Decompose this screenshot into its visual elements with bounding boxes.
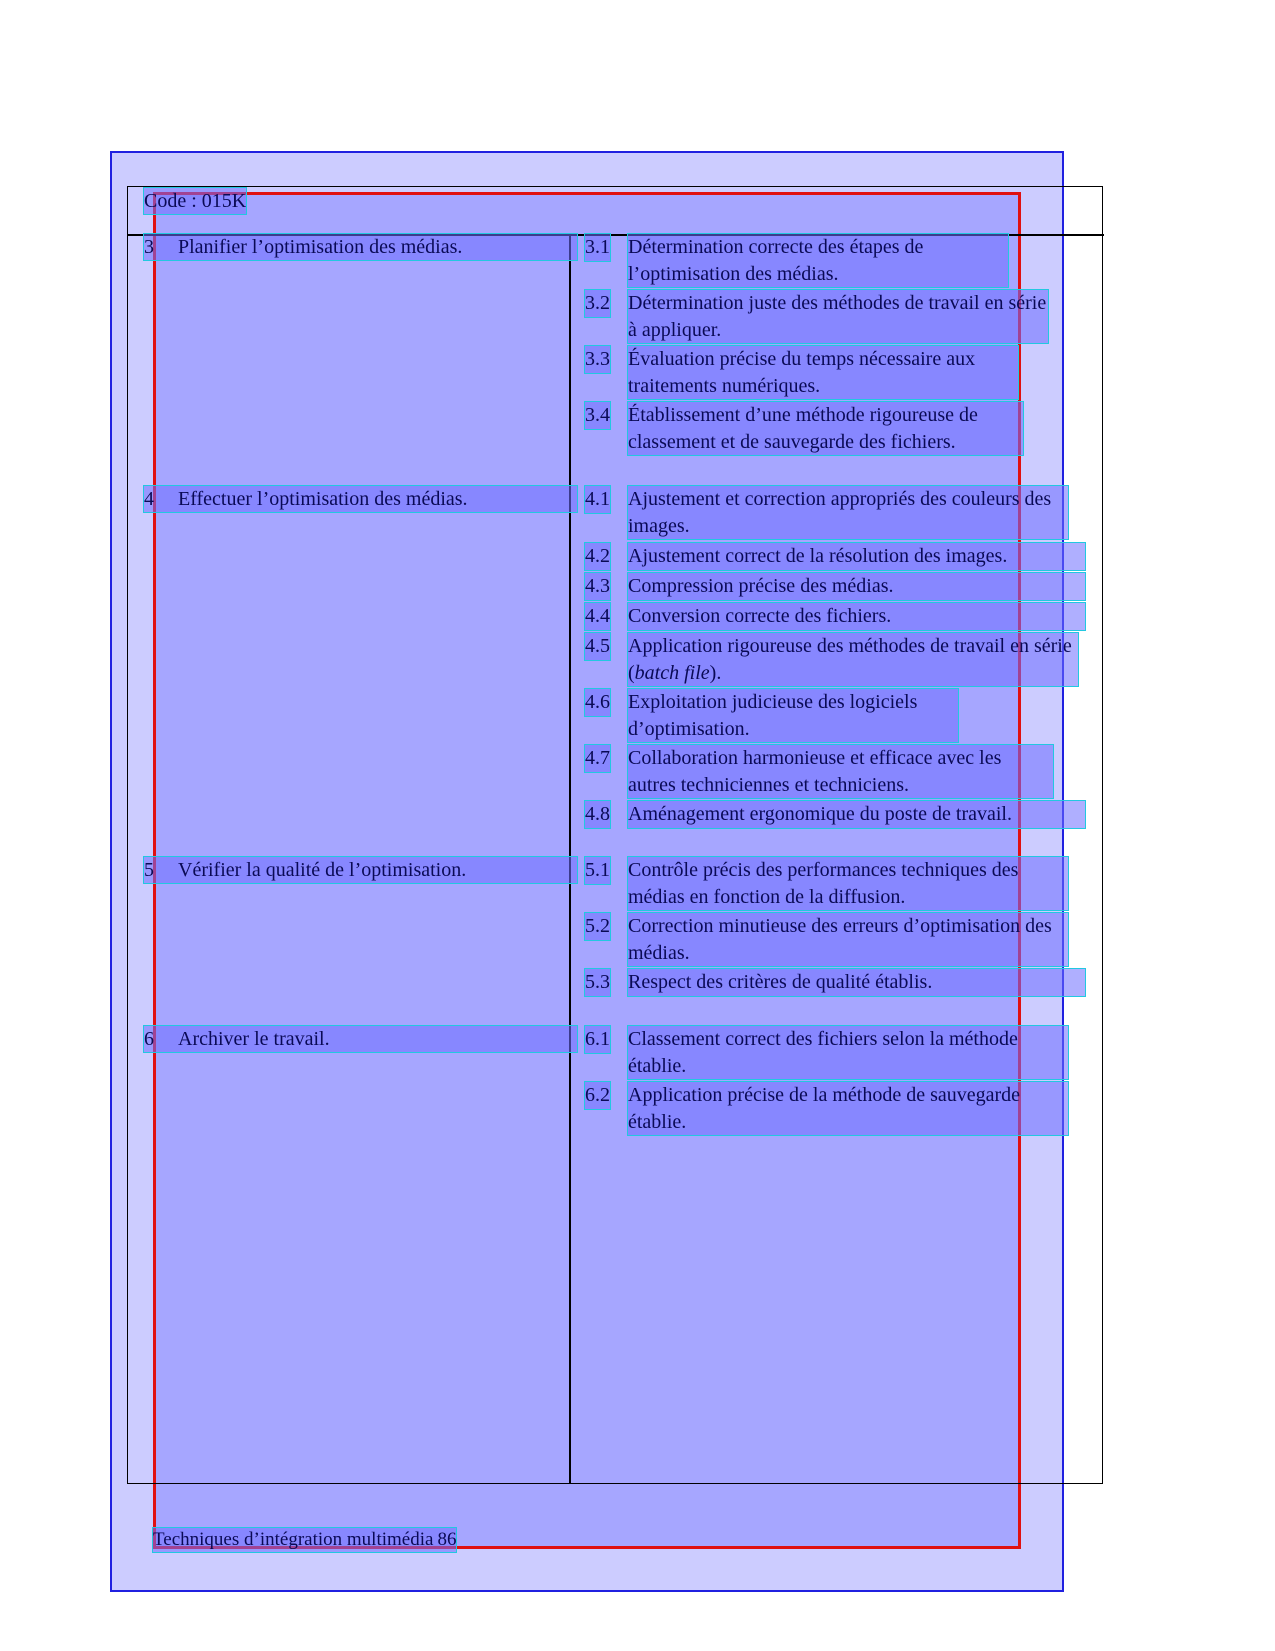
criterion-5-3	[585, 969, 1085, 996]
criterion-text: Ajustement correct de la résolution des images.	[628, 543, 1085, 570]
page-number: 86	[437, 1529, 457, 1550]
criterion-4-5	[585, 633, 1085, 686]
criterion-text: Établissement d’une méthode rigoureuse de classement et de sauvegarde des fichiers.	[628, 402, 1023, 455]
criterion-text: Compression précise des médias.	[628, 573, 1085, 600]
criterion-6-2	[585, 1082, 1085, 1135]
criterion-text: Contrôle précis des performances techniques des médias en fonction de la diffusion.	[628, 857, 1068, 910]
competency-number: 5	[144, 859, 154, 881]
criterion-text: Collaboration harmonieuse et efficace avec les autres techniciennes et techniciens.	[628, 745, 1053, 798]
competency-number: 6	[144, 1028, 154, 1050]
criterion-4-8	[585, 801, 1085, 828]
criterion-text: Respect des critères de qualité établis.	[628, 969, 1085, 996]
competency-4	[144, 486, 577, 512]
criterion-number: 4.5	[585, 633, 610, 660]
criterion-number: 3.3	[585, 346, 610, 373]
criterion-number: 4.3	[585, 573, 610, 600]
criterion-text: Ajustement et correction appropriés des couleurs des images.	[628, 486, 1068, 539]
criterion-3-2	[585, 290, 1085, 343]
criterion-number: 4.7	[585, 745, 610, 772]
criterion-5-2	[585, 913, 1085, 966]
criterion-number: 3.4	[585, 402, 610, 429]
criterion-number: 4.2	[585, 543, 610, 570]
criterion-text: Exploitation judicieuse des logiciels d’optimisation.	[628, 689, 958, 742]
criterion-4-4	[585, 603, 1085, 630]
criterion-number: 4.4	[585, 603, 610, 630]
criterion-text: Conversion correcte des fichiers.	[628, 603, 1085, 630]
code-label: Code : 015K	[144, 190, 247, 212]
competency-label: Archiver le travail.	[178, 1028, 330, 1050]
criterion-number: 6.2	[585, 1082, 610, 1109]
criterion-number: 5.1	[585, 857, 610, 884]
criterion-5-1	[585, 857, 1085, 910]
criterion-3-4	[585, 402, 1085, 455]
competency-label: Effectuer l’optimisation des médias.	[178, 488, 468, 510]
page-footer	[153, 1528, 456, 1552]
criterion-6-1	[585, 1026, 1085, 1079]
criterion-4-6	[585, 689, 1085, 742]
criterion-number: 5.3	[585, 969, 610, 996]
competency-3	[144, 234, 577, 260]
criterion-number: 4.8	[585, 801, 610, 828]
criterion-text: Classement correct des fichiers selon la méthode établie.	[628, 1026, 1068, 1079]
criterion-text: Détermination correcte des étapes de l’optimisation des médias.	[628, 234, 1008, 287]
criterion-text: Détermination juste des méthodes de travail en série à appliquer.	[628, 290, 1048, 343]
competency-number: 4	[144, 488, 154, 510]
competency-5	[144, 857, 577, 883]
criterion-number: 4.1	[585, 486, 610, 513]
criterion-text: Correction minutieuse des erreurs d’optimisation des médias.	[628, 913, 1068, 966]
criterion-number: 3.2	[585, 290, 610, 317]
criterion-4-2	[585, 543, 1085, 570]
criterion-4-7	[585, 745, 1085, 798]
criterion-number: 6.1	[585, 1026, 610, 1053]
criterion-text: Évaluation précise du temps nécessaire aux traitements numériques.	[628, 346, 1018, 399]
criterion-number: 4.6	[585, 689, 610, 716]
competency-6	[144, 1026, 577, 1052]
competency-label: Vérifier la qualité de l’optimisation.	[178, 859, 467, 881]
criterion-text: Application précise de la méthode de sauvegarde établie.	[628, 1082, 1068, 1135]
criterion-4-1	[585, 486, 1085, 539]
criterion-text: Application rigoureuse des méthodes de travail en série (batch file).	[628, 633, 1078, 686]
criterion-3-1	[585, 234, 1085, 287]
criterion-number: 3.1	[585, 234, 610, 261]
criterion-3-3	[585, 346, 1085, 399]
criterion-text: Aménagement ergonomique du poste de travail.	[628, 801, 1085, 828]
footer-title: Techniques d’intégration multimédia	[153, 1529, 434, 1550]
competency-label: Planifier l’optimisation des médias.	[178, 236, 463, 258]
criterion-number: 5.2	[585, 913, 610, 940]
criterion-4-3	[585, 573, 1085, 600]
competency-number: 3	[144, 236, 154, 258]
